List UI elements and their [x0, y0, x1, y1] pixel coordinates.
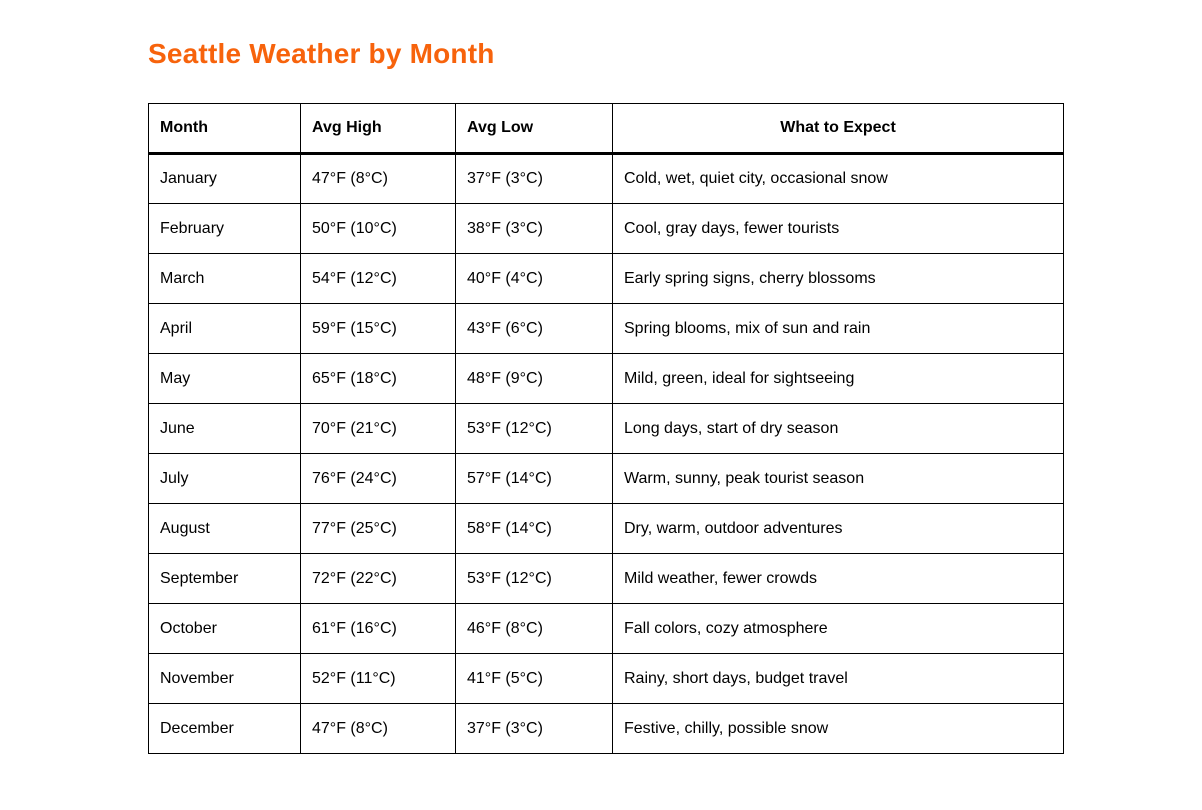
weather-table: [148, 103, 1064, 754]
cell-expect: Festive, chilly, possible snow: [613, 704, 1064, 754]
cell-expect: Dry, warm, outdoor adventures: [613, 504, 1064, 554]
cell-month: January: [149, 154, 301, 204]
table-row: [149, 554, 1064, 604]
cell-month: November: [149, 654, 301, 704]
table-row: [149, 404, 1064, 454]
cell-expect: Rainy, short days, budget travel: [613, 654, 1064, 704]
cell-expect: Mild, green, ideal for sightseeing: [613, 354, 1064, 404]
cell-avg_low: 53°F (12°C): [456, 554, 613, 604]
table-row: [149, 454, 1064, 504]
cell-avg_low: 43°F (6°C): [456, 304, 613, 354]
cell-month: April: [149, 304, 301, 354]
cell-avg_high: 47°F (8°C): [301, 154, 456, 204]
cell-avg_low: 48°F (9°C): [456, 354, 613, 404]
cell-month: December: [149, 704, 301, 754]
cell-avg_high: 47°F (8°C): [301, 704, 456, 754]
table-head: [149, 104, 1064, 154]
cell-avg_high: 72°F (22°C): [301, 554, 456, 604]
table-row: [149, 654, 1064, 704]
cell-expect: Cold, wet, quiet city, occasional snow: [613, 154, 1064, 204]
cell-avg_high: 77°F (25°C): [301, 504, 456, 554]
column-header-expect: What to Expect: [613, 104, 1064, 154]
cell-expect: Early spring signs, cherry blossoms: [613, 254, 1064, 304]
header-row: [149, 104, 1064, 154]
cell-avg_low: 58°F (14°C): [456, 504, 613, 554]
cell-avg_low: 57°F (14°C): [456, 454, 613, 504]
document-page: [148, 38, 1064, 754]
cell-avg_high: 70°F (21°C): [301, 404, 456, 454]
table-row: [149, 354, 1064, 404]
cell-expect: Fall colors, cozy atmosphere: [613, 604, 1064, 654]
cell-avg_high: 76°F (24°C): [301, 454, 456, 504]
table-row: [149, 254, 1064, 304]
table-body: [149, 154, 1064, 754]
cell-avg_low: 37°F (3°C): [456, 704, 613, 754]
table-row: [149, 154, 1064, 204]
table-row: [149, 204, 1064, 254]
cell-avg_high: 61°F (16°C): [301, 604, 456, 654]
cell-avg_low: 41°F (5°C): [456, 654, 613, 704]
cell-month: July: [149, 454, 301, 504]
table-row: [149, 304, 1064, 354]
cell-month: June: [149, 404, 301, 454]
cell-avg_high: 65°F (18°C): [301, 354, 456, 404]
cell-expect: Warm, sunny, peak tourist season: [613, 454, 1064, 504]
cell-avg_low: 46°F (8°C): [456, 604, 613, 654]
cell-month: September: [149, 554, 301, 604]
cell-expect: Mild weather, fewer crowds: [613, 554, 1064, 604]
cell-month: August: [149, 504, 301, 554]
cell-avg_low: 53°F (12°C): [456, 404, 613, 454]
cell-month: February: [149, 204, 301, 254]
cell-expect: Spring blooms, mix of sun and rain: [613, 304, 1064, 354]
cell-avg_high: 50°F (10°C): [301, 204, 456, 254]
cell-avg_low: 40°F (4°C): [456, 254, 613, 304]
cell-expect: Long days, start of dry season: [613, 404, 1064, 454]
cell-avg_high: 59°F (15°C): [301, 304, 456, 354]
cell-avg_low: 37°F (3°C): [456, 154, 613, 204]
cell-avg_high: 54°F (12°C): [301, 254, 456, 304]
cell-month: May: [149, 354, 301, 404]
cell-month: March: [149, 254, 301, 304]
page-title: Seattle Weather by Month: [148, 38, 495, 69]
cell-avg_high: 52°F (11°C): [301, 654, 456, 704]
column-header-avg_high: Avg High: [301, 104, 456, 154]
column-header-avg_low: Avg Low: [456, 104, 613, 154]
table-row: [149, 704, 1064, 754]
table-row: [149, 604, 1064, 654]
table-row: [149, 504, 1064, 554]
cell-month: October: [149, 604, 301, 654]
cell-expect: Cool, gray days, fewer tourists: [613, 204, 1064, 254]
cell-avg_low: 38°F (3°C): [456, 204, 613, 254]
column-header-month: Month: [149, 104, 301, 154]
